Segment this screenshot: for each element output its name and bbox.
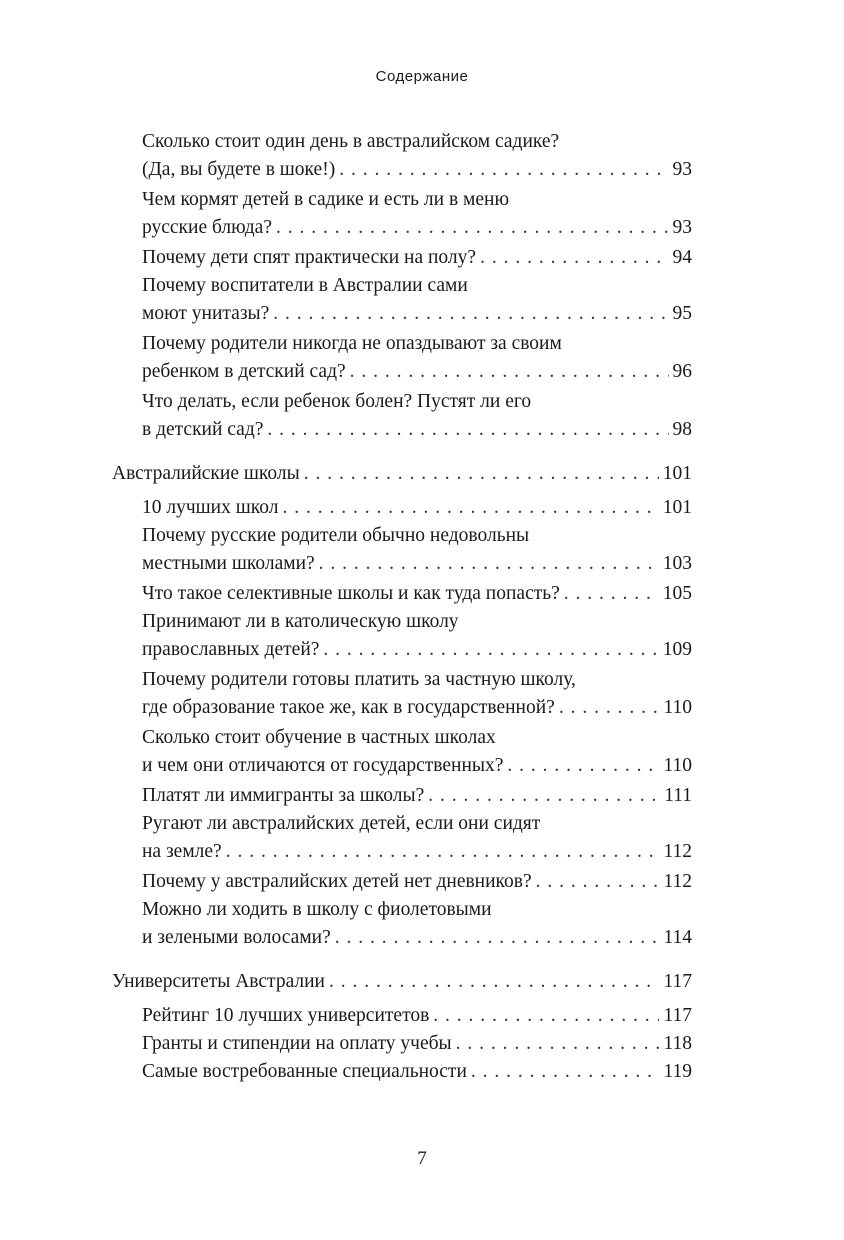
toc-page-number: 114 — [663, 927, 692, 948]
toc-entry — [142, 666, 692, 722]
toc-entry-leader-row — [142, 358, 692, 386]
running-header: Содержание — [375, 68, 469, 85]
toc-entry — [142, 580, 692, 608]
toc-entry-title-line: Почему русские родители обычно недовольны — [142, 525, 530, 546]
toc-page-number: 94 — [672, 247, 692, 268]
toc-entry-title-line: Рейтинг 10 лучших университетов — [142, 1005, 430, 1026]
toc-entry-title-line: Гранты и стипендии на оплату учебы — [142, 1033, 452, 1054]
toc-entry-leader-row — [142, 494, 692, 522]
toc-page-number: 93 — [672, 159, 692, 180]
toc-entry-title-line: и зелеными волосами? — [142, 927, 331, 948]
toc-entry-leader-row — [142, 550, 692, 578]
toc-entry-title-line: православных детей? — [142, 639, 320, 660]
toc-entry-leader-row — [142, 416, 692, 444]
toc-entry — [142, 896, 692, 952]
toc-page-number: 111 — [664, 785, 692, 806]
toc-entry-leader-row — [142, 1002, 692, 1030]
toc-entry — [142, 272, 692, 328]
dot-leader — [480, 244, 668, 272]
toc-page-number: 101 — [662, 497, 692, 518]
toc-entry-title-line: Почему дети спят практически на полу? — [142, 247, 477, 268]
toc-page-number: 95 — [672, 303, 692, 324]
toc-entry-leader-row — [142, 868, 692, 896]
toc-entry-title-line: и чем они отличаются от государственных? — [142, 755, 504, 776]
toc-entry-leader-row — [142, 636, 692, 664]
toc-entry-leader-row — [142, 244, 692, 272]
toc-page-number: 110 — [663, 755, 692, 776]
toc-page-number: 96 — [672, 361, 692, 382]
toc-entry-title-line: русские блюда? — [142, 217, 272, 238]
toc-entry — [142, 868, 692, 896]
dot-leader — [276, 214, 669, 242]
page-number: 7 — [417, 1148, 427, 1169]
toc-entry-leader-row — [142, 694, 692, 722]
toc-page-number: 118 — [663, 1033, 692, 1054]
toc-entry-title-line: Сколько стоит один день в австралийском садике? — [142, 131, 560, 152]
dot-leader — [456, 1030, 660, 1058]
table-of-contents — [112, 128, 692, 1086]
dot-leader — [273, 300, 668, 328]
toc-entry-leader-row — [142, 300, 692, 328]
toc-entry-leader-row — [142, 1030, 692, 1058]
toc-page-number: 93 — [672, 217, 692, 238]
toc-page-number: 117 — [663, 1005, 692, 1026]
toc-entry — [142, 782, 692, 810]
toc-entry — [142, 186, 692, 242]
toc-entry — [142, 810, 692, 866]
dot-leader — [226, 838, 660, 866]
toc-entry-title-line: местными школами? — [142, 553, 315, 574]
toc-entry — [142, 724, 692, 780]
toc-entry-title-line: Самые востребованные специальности — [142, 1061, 467, 1082]
toc-entry-title-line: Австралийские школы — [112, 463, 300, 484]
dot-leader — [536, 868, 660, 896]
toc-entry-title-line: в детский сад? — [142, 419, 264, 440]
toc-page-number: 112 — [663, 841, 692, 862]
toc-entry-title-line: на земле? — [142, 841, 222, 862]
dot-leader — [319, 550, 659, 578]
toc-entry-leader-row — [142, 752, 692, 780]
toc-entry-title-line: Что такое селективные школы и как туда попасть? — [142, 583, 560, 604]
toc-section — [112, 968, 692, 996]
dot-leader — [339, 156, 668, 184]
toc-entry-title-line: Университеты Австралии — [112, 971, 325, 992]
dot-leader — [350, 358, 669, 386]
toc-page-number: 105 — [662, 583, 692, 604]
toc-entry-title-line: Почему родители готовы платить за частную школу, — [142, 669, 576, 690]
dot-leader — [559, 694, 660, 722]
toc-entry-leader-row — [142, 580, 692, 608]
toc-entry — [142, 494, 692, 522]
toc-entry-leader-row — [142, 782, 692, 810]
dot-leader — [428, 782, 660, 810]
toc-entry-leader-row — [142, 214, 692, 242]
dot-leader — [433, 1002, 659, 1030]
toc-entry-title-line: Чем кормят детей в садике и есть ли в меню — [142, 189, 510, 210]
toc-entry — [142, 1058, 692, 1086]
toc-entry — [142, 522, 692, 578]
toc-entry — [142, 608, 692, 664]
toc-entry-leader-row — [112, 968, 692, 996]
toc-entry-leader-row — [142, 156, 692, 184]
dot-leader — [282, 494, 658, 522]
toc-entry-title-line: Платят ли иммигранты за школы? — [142, 785, 425, 806]
toc-page-number: 117 — [663, 971, 692, 992]
toc-page-number: 109 — [662, 639, 692, 660]
toc-page-number: 112 — [663, 871, 692, 892]
toc-entry-title-line: (Да, вы будете в шоке!) — [142, 159, 336, 180]
toc-page-number: 119 — [663, 1061, 692, 1082]
toc-entry — [142, 244, 692, 272]
toc-entry-leader-row — [142, 838, 692, 866]
toc-entry-title-line: где образование такое же, как в государственной? — [142, 697, 555, 718]
toc-entry-title-line: Почему родители никогда не опаздывают за своим — [142, 333, 562, 354]
toc-entry — [142, 128, 692, 184]
dot-leader — [507, 752, 659, 780]
toc-section — [112, 460, 692, 488]
toc-entry — [142, 330, 692, 386]
dot-leader — [329, 968, 659, 996]
toc-entry-title-line: Почему воспитатели в Австралии сами — [142, 275, 468, 296]
toc-entry-title-line: Принимают ли в католическую школу — [142, 611, 459, 632]
toc-entry-title-line: моют унитазы? — [142, 303, 270, 324]
toc-entry-title-line: Можно ли ходить в школу с фиолетовыми — [142, 899, 492, 920]
toc-entry — [142, 388, 692, 444]
dot-leader — [335, 924, 660, 952]
toc-entry-title-line: 10 лучших школ — [142, 497, 279, 518]
toc-entry — [142, 1002, 692, 1030]
toc-entry-leader-row — [142, 924, 692, 952]
toc-entry-leader-row — [112, 460, 692, 488]
dot-leader — [564, 580, 659, 608]
dot-leader — [471, 1058, 660, 1086]
dot-leader — [323, 636, 658, 664]
toc-entry-title-line: Почему у австралийских детей нет дневников? — [142, 871, 532, 892]
toc-entry-title-line: Что делать, если ребенок болен? Пустят ли его — [142, 391, 532, 412]
toc-page-number: 103 — [662, 553, 692, 574]
toc-entry-title-line: ребенком в детский сад? — [142, 361, 346, 382]
toc-page-number: 98 — [672, 419, 692, 440]
toc-entry-title-line: Сколько стоит обучение в частных школах — [142, 727, 496, 748]
toc-entry-title-line: Ругают ли австралийских детей, если они сидят — [142, 813, 541, 834]
dot-leader — [304, 460, 659, 488]
toc-page-number: 101 — [662, 463, 692, 484]
toc-entry — [142, 1030, 692, 1058]
toc-page-number: 110 — [663, 697, 692, 718]
dot-leader — [267, 416, 668, 444]
toc-entry-leader-row — [142, 1058, 692, 1086]
